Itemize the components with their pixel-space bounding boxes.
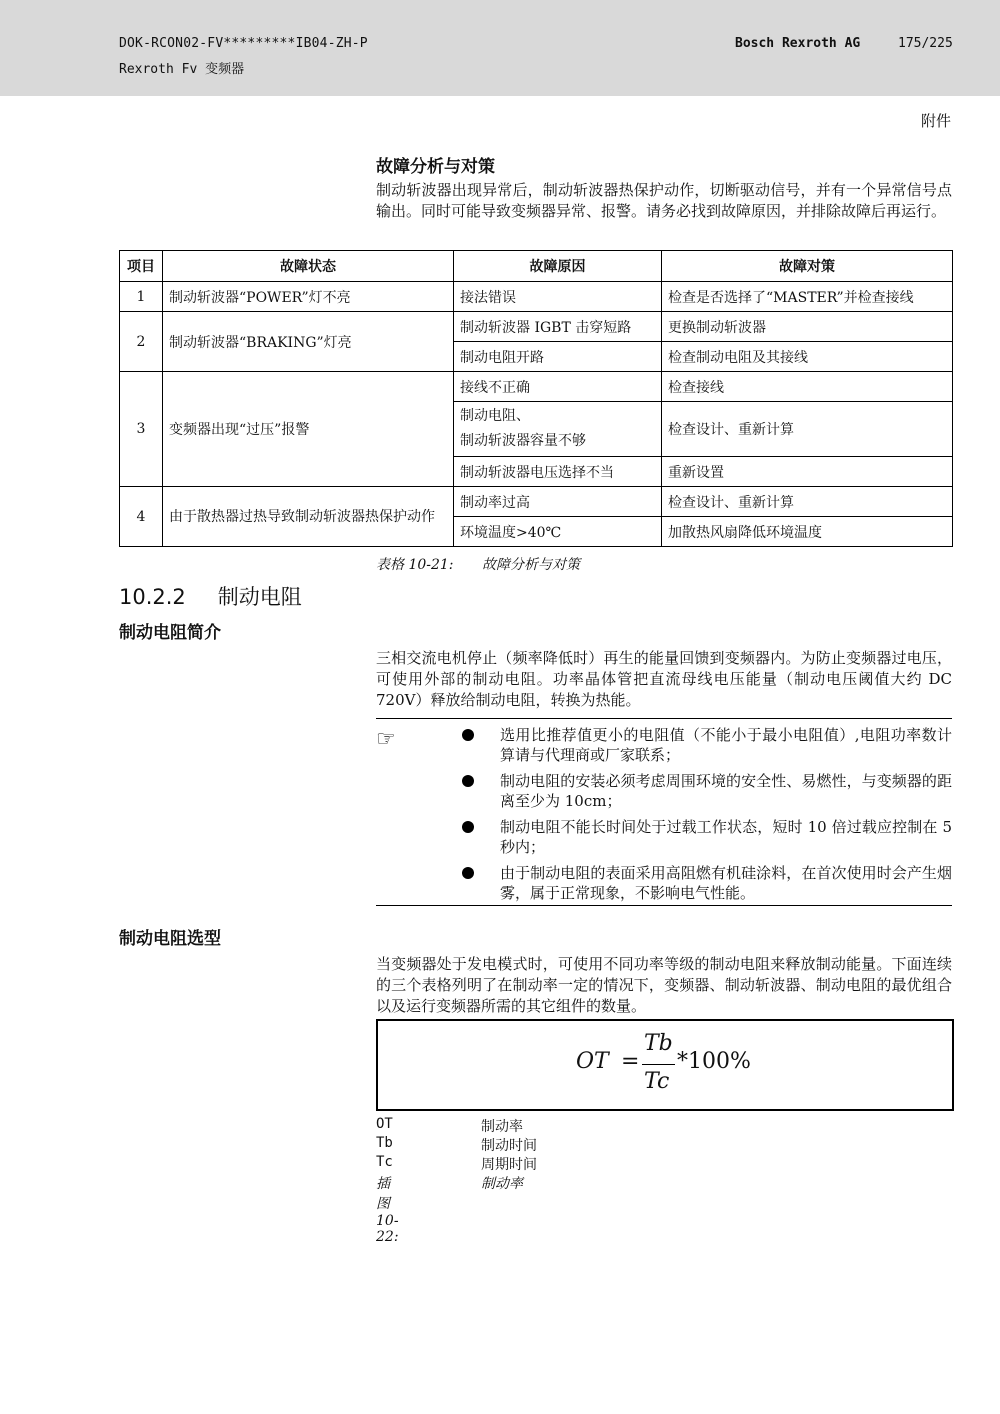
table-row <box>120 487 953 517</box>
page-number: 175/225 <box>898 36 953 51</box>
legend-meaning: 制动时间 <box>481 1138 537 1154</box>
fault-cause: 接法错误 <box>454 282 662 312</box>
legend-symbol: OT <box>376 1116 393 1132</box>
fault-intro-paragraph: 制动斩波器出现异常后，制动斩波器热保护动作，切断驱动信号，并有一个异常信号点输出。同时可能导致变频器异常、报警。请务必找到故障原因，并排除故障后再运行。 <box>376 181 952 220</box>
fault-cause-line: 制动斩波器容量不够 <box>460 433 586 449</box>
header-item: 项目 <box>120 251 163 282</box>
fault-cause: 制动斩波器 IGBT 击穿短路 <box>454 312 662 342</box>
bullet-icon <box>462 867 474 879</box>
row-number: 1 <box>120 282 163 312</box>
note-text: 由于制动电阻的表面采用高阻燃有机硅涂料，在首次使用时会产生烟雾，属于正常现象，不影响电气性能。 <box>500 864 952 902</box>
fraction-bar <box>642 1064 675 1065</box>
fault-measure: 检查设计、重新计算 <box>662 402 953 457</box>
fault-cause: 接线不正确 <box>454 372 662 402</box>
fault-measure: 重新设置 <box>662 457 953 487</box>
intro-paragraph: 三相交流电机停止（频率降低时）再生的能量回馈到变频器内。为防止变频器过电压，可使用外部的制动电阻。功率晶体管把直流母线电压能量（制动电压阈值大约 DC 720V）释放给制动电阻，转换为热能。 <box>376 649 952 709</box>
fault-state: 由于散热器过热导致制动斩波器热保护动作 <box>163 487 454 547</box>
note-list <box>462 725 952 909</box>
selection-section-title: 制动电阻选型 <box>119 929 221 949</box>
note-text: 选用比推荐值更小的电阻值（不能小于最小电阻值）,电阻功率数计算请与代理商或厂家联系； <box>500 726 952 764</box>
formula-denominator: Tc <box>644 1069 670 1094</box>
intro-section-title: 制动电阻简介 <box>119 623 221 643</box>
figure-caption-label: 插图 10-22: <box>376 1176 399 1245</box>
table-caption-text: 故障分析与对策 <box>482 557 580 573</box>
legend-symbol: Tb <box>376 1135 393 1151</box>
note-text: 制动电阻不能长时间处于过载工作状态，短时 10 倍过载应控制在 5 秒内； <box>500 818 952 856</box>
fault-state: 制动斩波器“BRAKING”灯亮 <box>163 312 454 372</box>
fault-state: 变频器出现“过压”报警 <box>163 372 454 487</box>
table-caption-label: 表格 10-21: <box>376 557 454 573</box>
note-box <box>376 718 952 906</box>
table-row <box>120 312 953 342</box>
note-item <box>462 817 952 857</box>
header-measure: 故障对策 <box>662 251 953 282</box>
selection-paragraph: 当变频器处于发电模式时，可使用不同功率等级的制动电阻来释放制动能量。下面连续的三个表格列明了在制动率一定的情况下，变频器、制动斩波器、制动电阻的最优组合以及运行变频器所需的其它组件的数量。 <box>376 955 952 1015</box>
page-header <box>0 0 1000 96</box>
formula-box <box>376 1019 954 1111</box>
legend-symbol: Tc <box>376 1154 393 1170</box>
company-name: Bosch Rexroth AG <box>735 36 861 51</box>
formula-numerator: Tb <box>644 1031 673 1056</box>
note-item <box>462 863 952 903</box>
formula-lhs: OT <box>576 1049 609 1074</box>
row-number: 4 <box>120 487 163 547</box>
product-name: Rexroth Fv 变频器 <box>119 62 245 77</box>
row-number: 2 <box>120 312 163 372</box>
table-header-row <box>120 251 953 282</box>
bullet-icon <box>462 729 474 741</box>
section-number: 10.2.2 <box>119 585 186 609</box>
fault-cause-line: 制动电阻、 <box>460 408 530 424</box>
appendix-label: 附件 <box>920 112 951 130</box>
note-item <box>462 771 952 811</box>
section-title: 制动电阻 <box>217 585 302 609</box>
fault-cause <box>454 402 662 457</box>
header-state: 故障状态 <box>163 251 454 282</box>
fault-cause: 制动电阻开路 <box>454 342 662 372</box>
formula-multiplier: *100% <box>677 1049 751 1074</box>
fault-measure: 检查是否选择了“MASTER”并检查接线 <box>662 282 953 312</box>
formula-equals: = <box>621 1049 640 1074</box>
fault-measure: 检查制动电阻及其接线 <box>662 342 953 372</box>
fault-measure: 加散热风扇降低环境温度 <box>662 517 953 547</box>
note-text: 制动电阻的安装必须考虑周围环境的安全性、易燃性，与变频器的距离至少为 10cm； <box>500 772 952 810</box>
fault-section-title: 故障分析与对策 <box>376 157 495 177</box>
pointing-hand-icon: ☞ <box>376 727 396 752</box>
fault-cause: 制动斩波器电压选择不当 <box>454 457 662 487</box>
document-code: DOK-RCON02-FV*********IB04-ZH-P <box>119 36 368 51</box>
fault-measure: 检查接线 <box>662 372 953 402</box>
legend-meaning: 制动率 <box>481 1119 523 1135</box>
section-heading <box>119 581 302 611</box>
legend-meaning: 周期时间 <box>481 1157 537 1173</box>
fault-cause: 环境温度>40℃ <box>454 517 662 547</box>
fault-table <box>119 250 953 547</box>
header-cause: 故障原因 <box>454 251 662 282</box>
row-number: 3 <box>120 372 163 487</box>
bullet-icon <box>462 821 474 833</box>
fault-state: 制动斩波器“POWER”灯不亮 <box>163 282 454 312</box>
table-row <box>120 282 953 312</box>
figure-caption-text: 制动率 <box>481 1176 523 1192</box>
bullet-icon <box>462 775 474 787</box>
fault-measure: 更换制动斩波器 <box>662 312 953 342</box>
fault-measure: 检查设计、重新计算 <box>662 487 953 517</box>
table-row <box>120 372 953 402</box>
note-item <box>462 725 952 765</box>
fault-cause: 制动率过高 <box>454 487 662 517</box>
